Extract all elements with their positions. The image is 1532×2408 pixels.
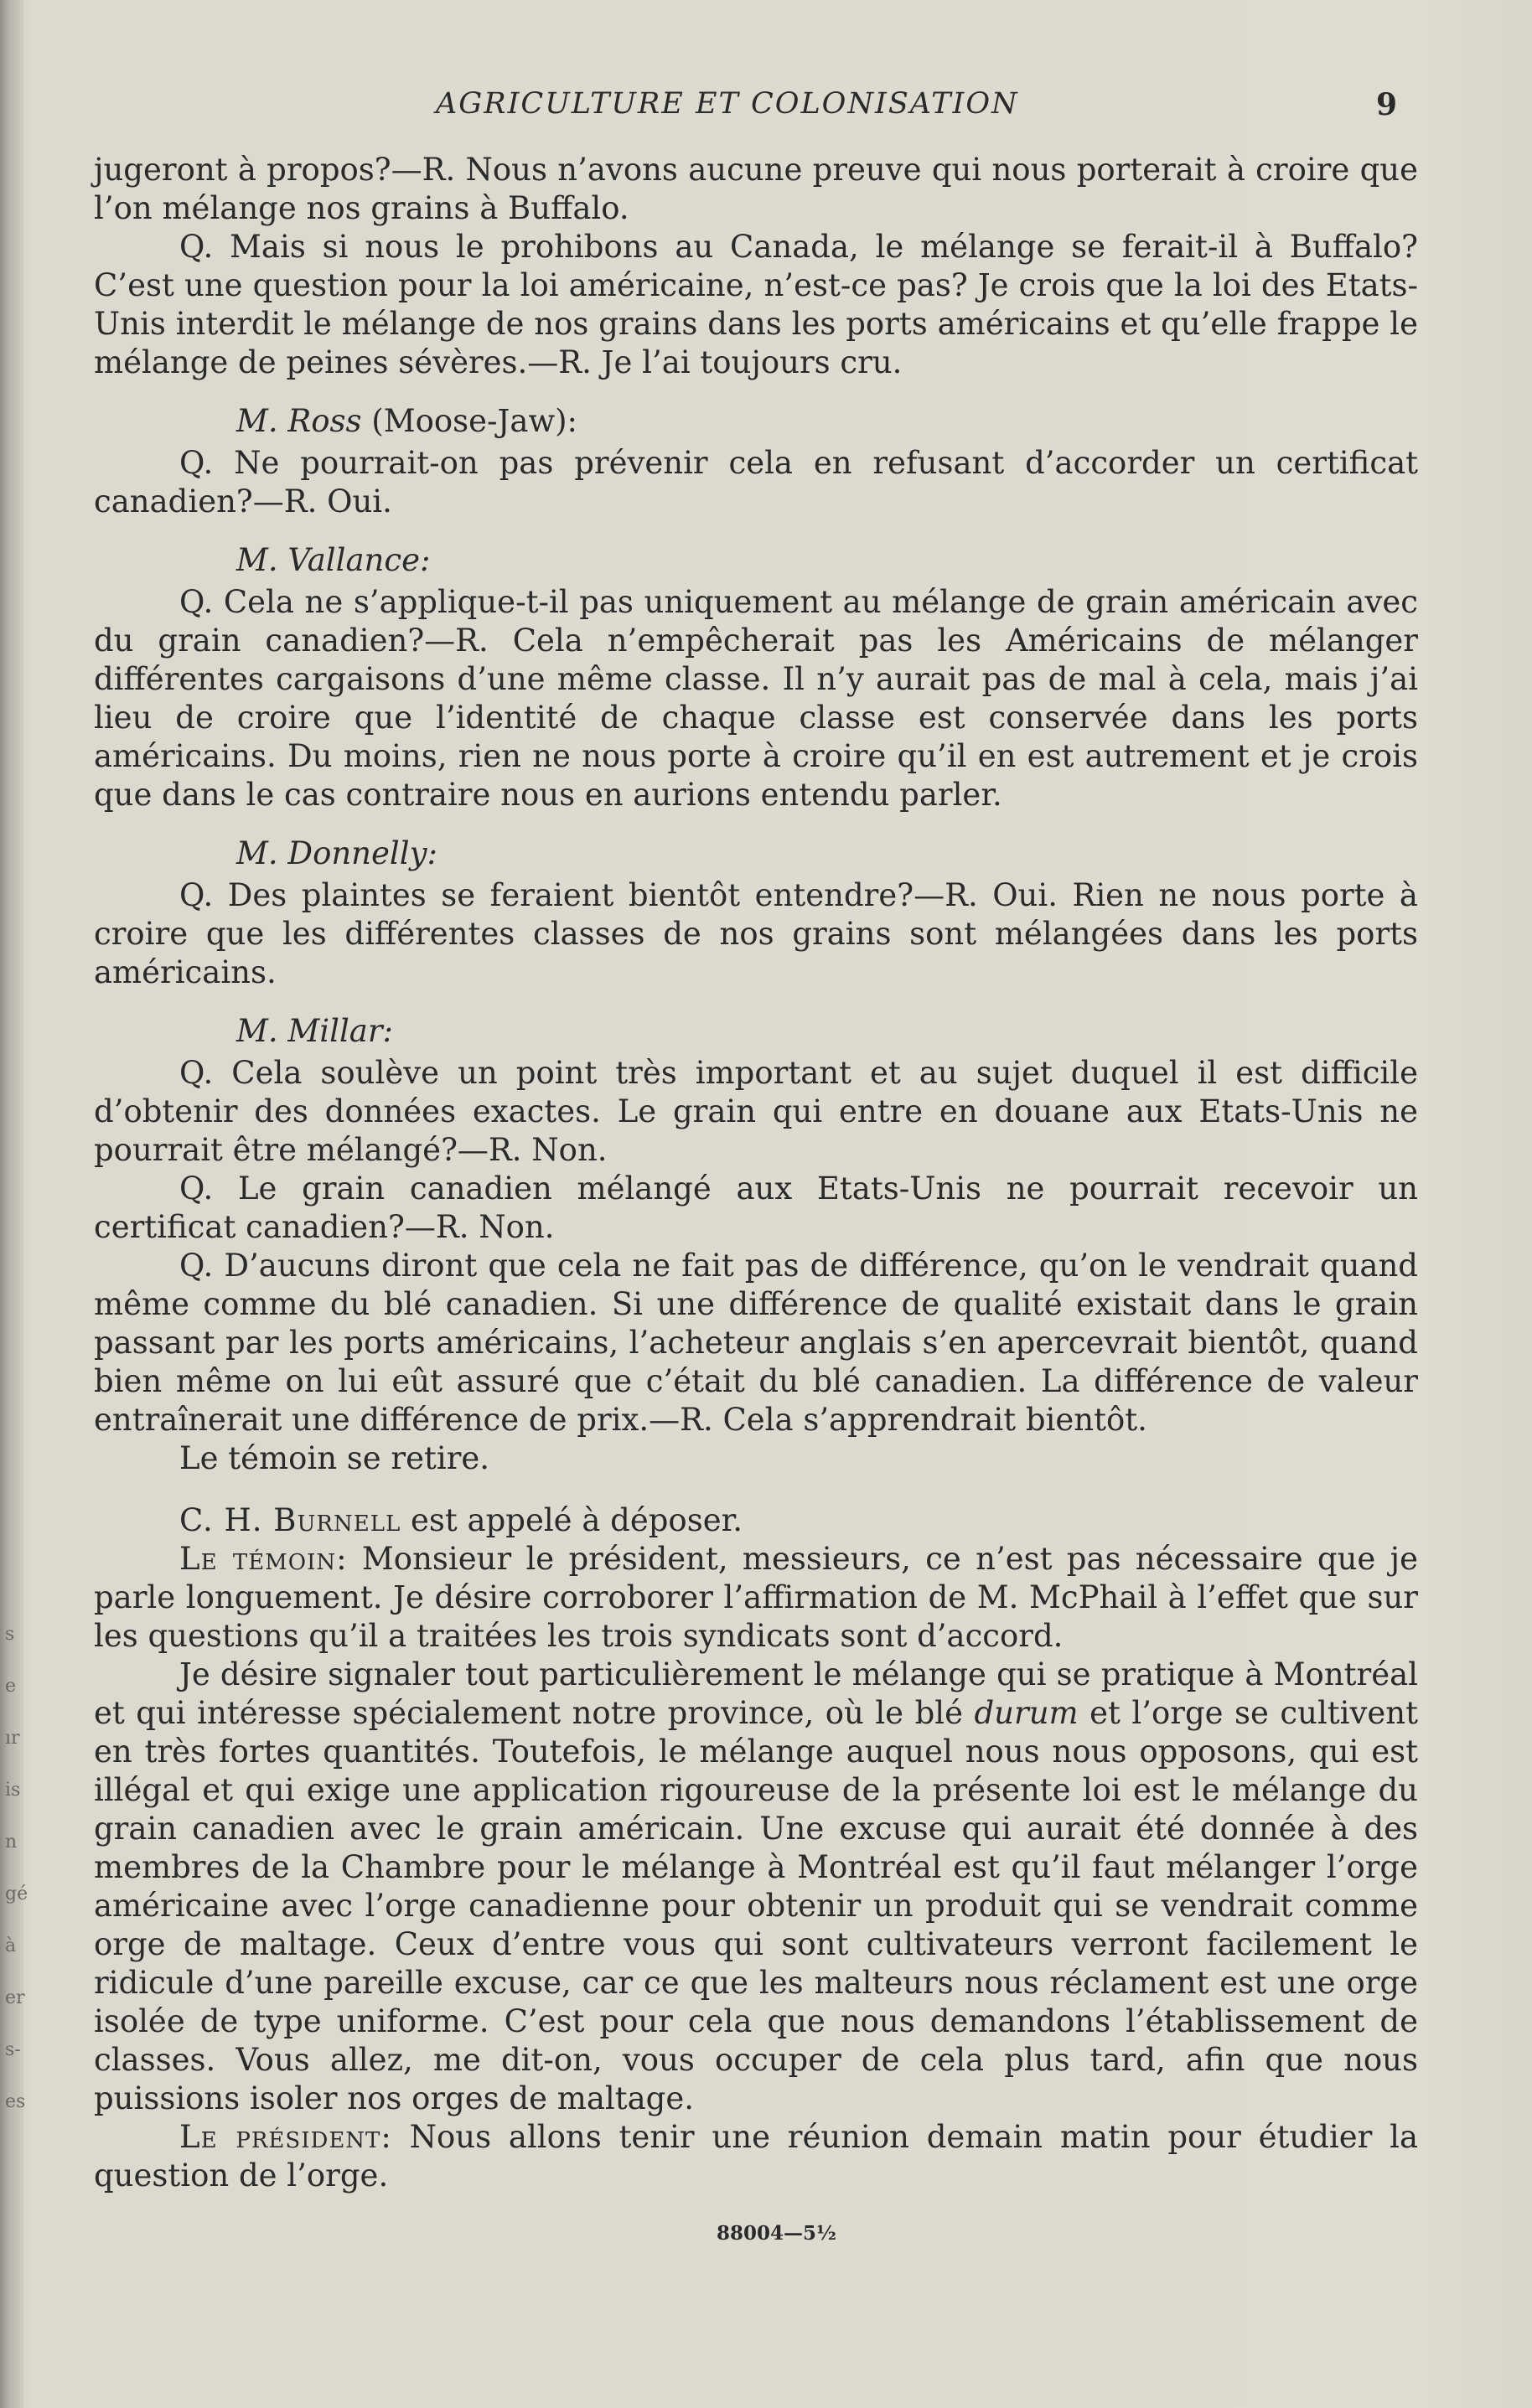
speaker-constituency: (Moose-Jaw): <box>361 403 578 439</box>
paragraph: Q. Cela ne s’applique-t-il pas uniquement au mélange de grain américain avec du grain canadien?—R. Cela n’empêcherait pas les Américains de mélanger différentes cargaisons d’une même classe. Il n’y aurait pas de mal à cela, mais j’ai lieu de croire que l’identité de chaque classe est conservée dans les ports américains. Du moins, rien ne nous porte à croire qu’il en est autrement et je crois que dans le cas contraire nous en aurions entendu parler. <box>94 584 1418 813</box>
margin-fragment: à <box>5 1935 17 1956</box>
margin-fragment: er <box>5 1987 25 2008</box>
paragraph: Q. D’aucuns diront que cela ne fait pas de différence, qu’on le vendrait quand même comme du blé canadien. Si une différence de qualité existait dans le grain passant par les ports américains, l’acheteur anglais s’en apercevrait bientôt, quand bien même on lui eût assuré que c’était du blé canadien. La différence de valeur entraînerait une différence de prix.—R. Cela s’apprendrait bientôt. <box>94 1248 1418 1438</box>
paragraph-text: est appelé à déposer. <box>401 1502 743 1538</box>
paragraph <box>94 1656 1418 2118</box>
margin-fragment: es <box>5 2091 26 2112</box>
paragraph <box>94 1501 1418 1540</box>
margin-fragment: is <box>5 1780 21 1801</box>
witness-name: C. H. Burnell <box>179 1502 401 1538</box>
speaker-heading: M. Vallance: <box>236 542 431 578</box>
margin-fragment: s <box>5 1624 15 1645</box>
speaker-heading: M. Donnelly: <box>236 835 437 871</box>
margin-fragment: s- <box>5 2039 21 2060</box>
page-number: 9 <box>1376 87 1398 122</box>
paragraph-text: Monsieur le président, messieurs, ce n’est pas nécessaire que je parle longuement. Je désire corroborer l’affirmation de M. McPhail à l’effet que sur les questions qu’il a traitées les trois syndicats sont d’accord. <box>94 1541 1418 1654</box>
speaker-label: Le président: <box>179 2119 392 2155</box>
speaker-heading <box>94 402 1418 441</box>
printer-signature: 88004—5½ <box>717 2222 837 2245</box>
paragraph: Q. Des plaintes se feraient bientôt entendre?—R. Oui. Rien ne nous porte à croire que les différentes classes de nos grains sont mélangées dans les ports américains. <box>94 877 1418 990</box>
speaker-label: Le témoin: <box>179 1541 348 1577</box>
paragraph: Q. Ne pourrait-on pas prévenir cela en refusant d’accorder un certificat canadien?—R. Oui. <box>94 445 1418 519</box>
margin-fragment: n <box>5 1832 18 1853</box>
paragraph-text: Nous allons tenir une réunion demain matin pour étudier la question de l’orge. <box>94 2119 1418 2194</box>
margin-fragment: e <box>5 1676 17 1697</box>
speaker-name: M. Ross <box>236 403 362 439</box>
paragraph: jugeront à propos?—R. Nous n’avons aucune preuve qui nous porterait à croire que l’on mélange nos grains à Buffalo. <box>94 152 1418 226</box>
paragraph <box>94 1540 1418 1656</box>
paragraph: Q. Mais si nous le prohibons au Canada, le mélange se ferait-il à Buffalo? C’est une question pour la loi américaine, n’est-ce pas? Je crois que la loi des Etats-Unis interdit le mélange de nos grains dans les ports américains et qu’elle frappe le mélange de peines sévères.—R. Je l’ai toujours cru. <box>94 229 1418 380</box>
emphasis-text: durum <box>974 1695 1079 1731</box>
speaker-heading: M. Millar: <box>236 1013 394 1049</box>
margin-bleed-fragments <box>5 1609 34 2128</box>
body-text <box>94 151 1418 2195</box>
paragraph-text: Je désire signaler tout particulièrement le mélange qui se pratique à Montréal et qui intéresse spécialement notre province, où le blé <box>94 1656 1418 1731</box>
paragraph <box>94 2118 1418 2195</box>
paragraph: Q. Cela soulève un point très important et au sujet duquel il est difficile d’obtenir des données exactes. Le grain qui entre en douane aux Etats-Unis ne pourrait être mélangé?—R. Non. <box>94 1055 1418 1168</box>
running-title: AGRICULTURE ET COLONISATION <box>436 87 1019 121</box>
margin-fragment: ır <box>5 1728 20 1749</box>
paragraph-text: et l’orge se cultivent en très fortes quantités. Toutefois, le mélange auquel nous nous opposons, qui est illégal et qui exige une application rigoureuse de la présente loi est le mélange du grain canadien avec le grain américain. Une excuse qui aurait été donnée à des membres de la Chambre pour le mélange à Montréal est qu’il faut mélanger l’orge américaine avec l’orge canadienne pour obtenir un produit qui se vendrait comme orge de maltage. Ceux d’entre vous qui sont cultivateurs verront facilement le ridicule d’une pareille excuse, car ce que les malteurs nous réclament est une orge isolée de type uniforme. C’est pour cela que nous demandons l’établissement de classes. Vous allez, me dit-on, vous occuper de cela plus tard, afin que nous puissions isoler nos orges de maltage. <box>94 1695 1419 2116</box>
paragraph: Q. Le grain canadien mélangé aux Etats-Unis ne pourrait recevoir un certificat canadien?—R. Non. <box>94 1170 1418 1245</box>
paragraph: Le témoin se retire. <box>179 1440 490 1476</box>
running-header <box>0 87 1532 124</box>
margin-fragment: gé <box>5 1884 28 1904</box>
